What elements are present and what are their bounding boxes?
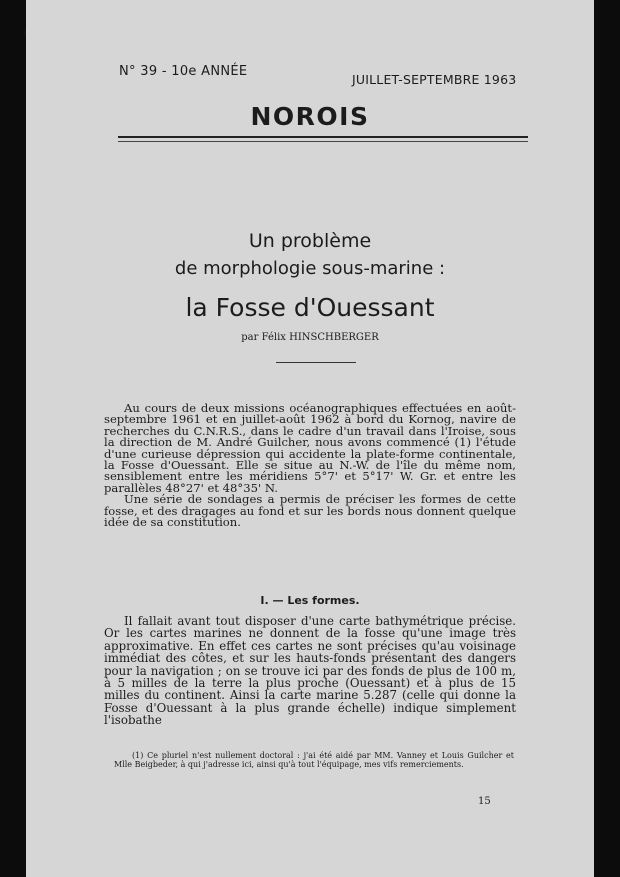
article-title-line-3: la Fosse d'Ouessant: [185, 293, 435, 322]
title-separator: [276, 362, 356, 363]
journal-page: [26, 0, 594, 877]
journal-title: NOROIS: [250, 102, 370, 131]
section-heading: I. — Les formes.: [260, 594, 360, 607]
intro-paragraph-1: Au cours de deux missions océanographiques effectuées en août-septembre 1961 et en juillet-août 1962 à bord du Kornog, navire de recherches du C.N.R.S., dans le cadre d'un travail dans l'Iroise, sous la direction de M. André Guilcher, nous avons commencé (1) l'étude d'une curieuse dépression qui accidente la plate-forme continentale, la Fosse d'Ouessant. Elle se situe au N.-W. de l'île du même nom, sensiblement entre les méridiens 5°7' et 5°17' W. Gr. et entre les parallèles 48°27' et 48°35' N.: [104, 401, 516, 495]
footnote-text: (1) Ce pluriel n'est nullement doctoral : j'ai été aidé par MM. Vanney et Louis Guilcher et Mlle Beigbeder, à qui j'adresse ici, ainsi qu'à tout l'équipage, mes vifs remerciements.: [114, 751, 514, 770]
issue-date: JUILLET-SEPTEMBRE 1963: [352, 72, 517, 87]
article-title-line-1: Un problème: [248, 230, 372, 252]
article-title-line-2: de morphologie sous-marine :: [174, 258, 446, 279]
section-text: [104, 615, 516, 727]
intro-text: [104, 403, 516, 528]
header-rule: [118, 136, 528, 138]
header-rule-thin: [118, 141, 528, 142]
issue-number: N° 39 - 10e ANNÉE: [119, 64, 248, 79]
section-paragraph-1: Il fallait avant tout disposer d'une carte bathymétrique précise. Or les cartes marines ne donnent de la fosse qu'une image très approximative. En effet ces cartes ne sont précises qu'au voisinage immédiat des côtes, et sur les hauts-fonds présentant des dangers pour la navigation ; on se trouve ici par des fonds de plus de 100 m, à 5 milles de la terre la plus proche (Ouessant) et à plus de 15 milles du continent. Ainsi la carte marine 5.287 (celle qui donne la Fosse d'Ouessant à la plus grande échelle) indique simplement l'isobathe: [104, 614, 516, 728]
page-number: 15: [478, 796, 491, 807]
author-byline: par Félix HINSCHBERGER: [241, 332, 379, 343]
footnote: [114, 751, 514, 770]
intro-paragraph-2: Une série de sondages a permis de préciser les formes de cette fosse, et des dragages au fond et sur les bords nous donnent quelque idée de sa constitution.: [104, 492, 516, 530]
